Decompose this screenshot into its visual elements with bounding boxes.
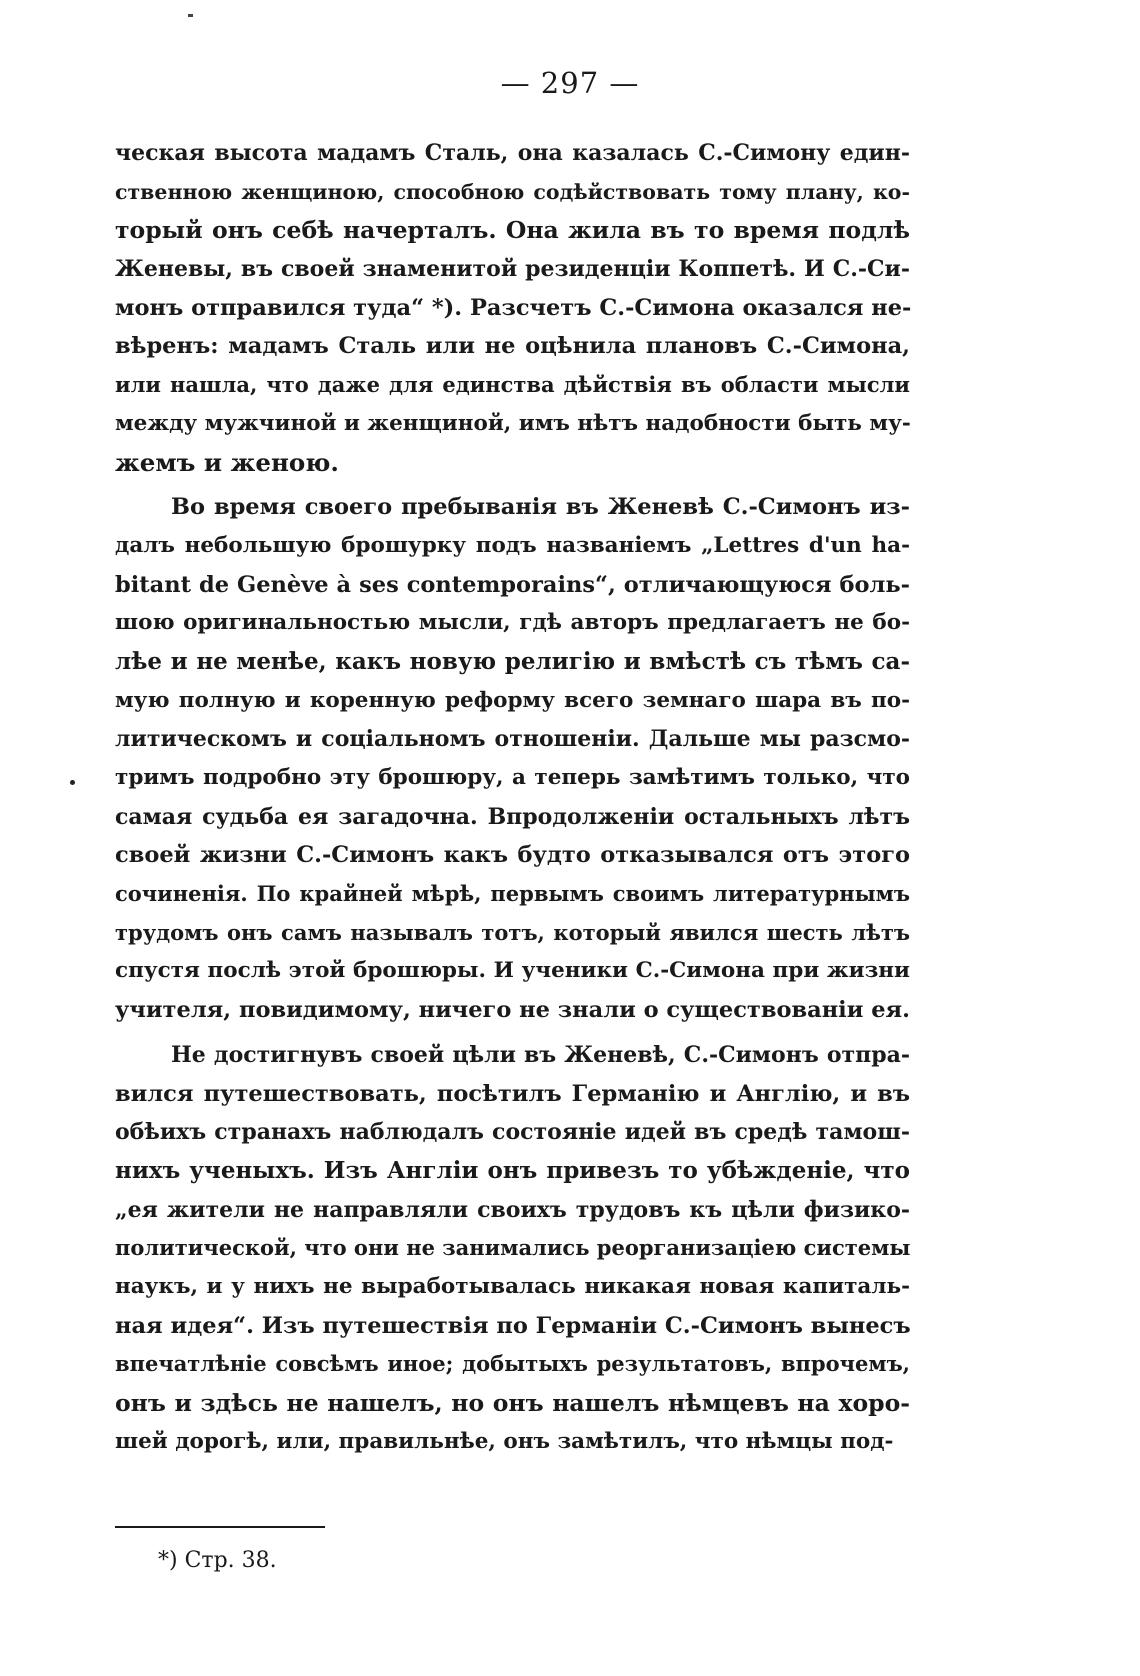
text-line: самая судьба ея загадочна. Впродолженіи остальныхъ лѣтъ <box>115 803 910 830</box>
footnote: *) Стр. 38. <box>158 1548 277 1573</box>
text-line: или нашла, что даже для единства дѣйствія въ области мысли <box>115 372 910 398</box>
text-line: далъ небольшую брошурку подъ названіемъ „Lettres d'un ha- <box>115 532 910 558</box>
text-line: обѣихъ странахъ наблюдалъ состояніе идей въ средѣ тамош- <box>115 1119 910 1146</box>
text-line: лѣе и не менѣе, какъ новую религію и вмѣстѣ съ тѣмъ са- <box>115 647 910 675</box>
text-line: трудомъ онъ самъ называлъ тотъ, который явился шесть лѣтъ <box>115 919 910 945</box>
text-line: Не достигнувъ своей цѣли въ Женевѣ, С.-Симонъ отпра- <box>171 1041 910 1068</box>
text-line: вѣренъ: мадамъ Сталь или не оцѣнила плановъ С.-Симона, <box>115 333 910 360</box>
text-line: „ея жители не направляли своихъ трудовъ къ цѣли физико- <box>115 1196 910 1223</box>
text-line: учителя, повидимому, ничего не знали о существованіи ея. <box>115 997 911 1024</box>
paragraph <box>115 488 910 1030</box>
text-line: жемъ и женою. <box>115 447 339 477</box>
text-line: Во время своего пребыванія въ Женевѣ С.-Симонъ из- <box>171 494 910 521</box>
text-line: торый онъ себѣ начерталъ. Она жила въ то время подлѣ <box>115 216 910 245</box>
paragraph <box>115 1036 910 1462</box>
text-line: ная идея“. Изъ путешествія по Германіи С.-Симонъ вынесъ <box>115 1312 911 1339</box>
footnote-rule <box>115 1526 325 1528</box>
text-line: шей дорогѣ, или, правильнѣе, онъ замѣтилъ, что нѣмцы под- <box>115 1428 894 1454</box>
text-line: нихъ ученыхъ. Изъ Англіи онъ привезъ то убѣжденіе, что <box>115 1156 910 1184</box>
text-line: наукъ, и у нихъ не выработывалась никакая новая капиталь- <box>115 1273 910 1299</box>
text-line: ственною женщиною, способною содѣйствовать тому плану, ко- <box>115 179 910 204</box>
page-number: — 297 — <box>500 66 640 100</box>
text-line: монъ отправился туда“ *). Разсчетъ С.-Симона оказался не- <box>115 294 912 321</box>
body-text <box>115 134 910 1461</box>
text-line: вился путешествовать, посѣтилъ Германію и Англію, и въ <box>115 1080 910 1107</box>
text-line: сочиненія. По крайней мѣрѣ, первымъ своимъ литературнымъ <box>115 881 910 907</box>
text-line: своей жизни С.-Симонъ какъ будто отказывался отъ этого <box>115 842 910 869</box>
text-line: ческая высота мадамъ Сталь, она казалась С.-Симону един- <box>115 140 910 166</box>
text-line: между мужчиной и женщиной, имъ нѣтъ надобности быть му- <box>115 410 911 436</box>
text-line: литическомъ и соціальномъ отношеніи. Дальше мы разсмо- <box>115 726 910 753</box>
text-line: Женевы, въ своей знаменитой резиденціи Коппетѣ. И С.-Си- <box>115 256 910 283</box>
text-line: политической, что они не занимались реорганизаціею системы <box>115 1235 911 1261</box>
paragraph <box>115 134 910 482</box>
text-line: впечатлѣніе совсѣмъ иное; добытыхъ результатовъ, впрочемъ, <box>115 1351 910 1377</box>
text-line: bitant de Genève à ses contemporains“, отличающуюся боль- <box>115 571 910 598</box>
text-line: шою оригинальностью мысли, гдѣ авторъ предлагаетъ не бо- <box>115 610 910 636</box>
text-line: тримъ подробно эту брошюру, а теперь замѣтимъ только, что <box>115 765 910 790</box>
text-line: спустя послѣ этой брошюры. И ученики С.-Симона при жизни <box>115 958 910 984</box>
scan-speck <box>188 14 193 17</box>
margin-mark <box>70 780 75 785</box>
text-line: мую полную и коренную реформу всего земнаго шара въ по- <box>115 687 910 713</box>
text-line: онъ и здѣсь не нашелъ, но онъ нашелъ нѣмцевъ на хоро- <box>115 1389 910 1417</box>
